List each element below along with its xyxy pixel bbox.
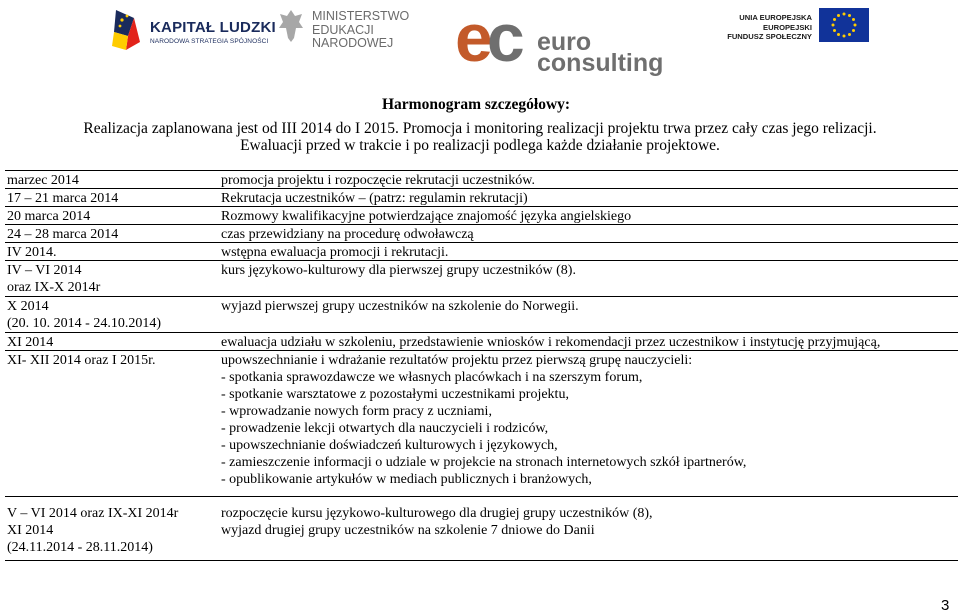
schedule-description: upowszechnianie i wdrażanie rezultatów projektu przez pierwszą grupę nauczycieli: bbox=[221, 353, 693, 368]
schedule-description: wyjazd drugiej grupy uczestników na szkolenie 7 dniowe do Danii bbox=[221, 523, 595, 538]
ministerstwo-edukacji-logo bbox=[278, 6, 418, 52]
schedule-description: kurs językowo-kulturowy dla pierwszej grupy uczestników (8). bbox=[221, 263, 576, 278]
table-rule bbox=[5, 496, 958, 497]
table-rule bbox=[5, 560, 958, 561]
page-number: 3 bbox=[941, 597, 950, 614]
schedule-description: - spotkania sprawozdawcze we własnych placówkach i na szerszym forum, bbox=[221, 370, 643, 385]
schedule-description: - spotkanie warsztatowe z pozostałymi uczestnikami projektu, bbox=[221, 387, 569, 402]
schedule-date: 20 marca 2014 bbox=[7, 209, 91, 224]
schedule-description: - zamieszczenie informacji o udziale w projekcie na stronach internetowych szkół ipartnerów, bbox=[221, 455, 747, 470]
kapital-ludzki-title: KAPITAŁ LUDZKI bbox=[150, 19, 276, 36]
schedule-date: 17 – 21 marca 2014 bbox=[7, 191, 119, 206]
table-rule bbox=[5, 242, 958, 243]
eu-flag-icon bbox=[819, 8, 869, 42]
schedule-description: - opublikowanie artykułów w mediach publicznych i branżowych, bbox=[221, 472, 592, 487]
kapital-ludzki-subtitle: NARODOWA STRATEGIA SPÓJNOŚCI bbox=[150, 38, 269, 45]
ec-monogram-icon: ec bbox=[455, 0, 519, 76]
schedule-date: 24 – 28 marca 2014 bbox=[7, 227, 119, 242]
schedule-date: XI 2014 bbox=[7, 523, 54, 538]
eagle-emblem-icon bbox=[278, 8, 304, 44]
schedule-description: - prowadzenie lekcji otwartych dla nauczycieli i rodziców, bbox=[221, 421, 549, 436]
table-rule bbox=[5, 332, 958, 333]
kapital-ludzki-logo bbox=[112, 6, 276, 52]
document-title: Harmonogram szczegółowy: bbox=[382, 96, 571, 113]
schedule-description: rozpoczęcie kursu językowo-kulturowego dla drugiej grupy uczestników (8), bbox=[221, 506, 653, 521]
eu-line-1: UNIA EUROPEJSKA bbox=[739, 13, 812, 22]
schedule-description: - wprowadzanie nowych form pracy z uczniami, bbox=[221, 404, 492, 419]
schedule-date: oraz IX-X 2014r bbox=[7, 280, 101, 295]
intro-line-1: Realizacja zaplanowana jest od III 2014 do I 2015. Promocja i monitoring realizacji projektu trwa przez cały czas jego relizacji. bbox=[83, 120, 877, 137]
table-rule bbox=[5, 296, 958, 297]
schedule-description: wstępna ewaluacja promocji i rekrutacji. bbox=[221, 245, 449, 260]
schedule-date: V – VI 2014 oraz IX-XI 2014r bbox=[7, 506, 179, 521]
men-line-3: NARODOWEJ bbox=[312, 36, 394, 50]
kapital-ludzki-emblem-icon bbox=[112, 6, 142, 52]
eu-line-2: EUROPEJSKI bbox=[763, 22, 812, 32]
schedule-description: - upowszechnianie doświadczeń kulturowych i językowych, bbox=[221, 438, 558, 453]
schedule-date: X 2014 bbox=[7, 299, 49, 314]
schedule-description: Rekrutacja uczestników – (patrz: regulamin rekrutacji) bbox=[221, 191, 528, 206]
men-line-1: MINISTERSTWO bbox=[312, 9, 410, 23]
schedule-description: Rozmowy kwalifikacyjne potwierdzające znajomość języka angielskiego bbox=[221, 209, 632, 224]
eu-line-3: FUNDUSZ SPOŁECZNY bbox=[727, 32, 812, 41]
schedule-description: czas przewidziany na procedurę odwoławczą bbox=[221, 227, 474, 242]
schedule-date: (24.11.2014 - 28.11.2014) bbox=[7, 540, 153, 555]
euro-consulting-logo bbox=[455, 0, 685, 77]
men-line-2: EDUKACJI bbox=[312, 22, 374, 37]
unia-europejska-logo bbox=[706, 8, 946, 48]
ec-word-euro: euro bbox=[537, 28, 592, 56]
schedule-table bbox=[0, 170, 960, 562]
schedule-date: XI 2014 bbox=[7, 335, 54, 350]
schedule-description: wyjazd pierwszej grupy uczestników na szkolenie do Norwegii. bbox=[221, 299, 579, 314]
ec-word-consulting: consulting bbox=[537, 49, 664, 77]
intro-line-2: Ewaluacji przed w trakcie i po realizacji podlega każde działanie projektowe. bbox=[240, 137, 720, 154]
schedule-description: promocja projektu i rozpoczęcie rekrutacji uczestników. bbox=[221, 173, 535, 188]
schedule-date: (20. 10. 2014 - 24.10.2014) bbox=[7, 316, 161, 331]
schedule-date: XI- XII 2014 oraz I 2015r. bbox=[7, 353, 156, 368]
schedule-date: marzec 2014 bbox=[7, 173, 79, 188]
table-rule bbox=[5, 260, 958, 261]
schedule-date: IV – VI 2014 bbox=[7, 263, 82, 278]
schedule-description: ewaluacja udziału w szkoleniu, przedstawienie wniosków i rekomendacji przez uczestnikow i instytucję przyjmującą, bbox=[221, 335, 881, 350]
schedule-date: IV 2014. bbox=[7, 245, 57, 260]
table-rule bbox=[5, 170, 958, 171]
